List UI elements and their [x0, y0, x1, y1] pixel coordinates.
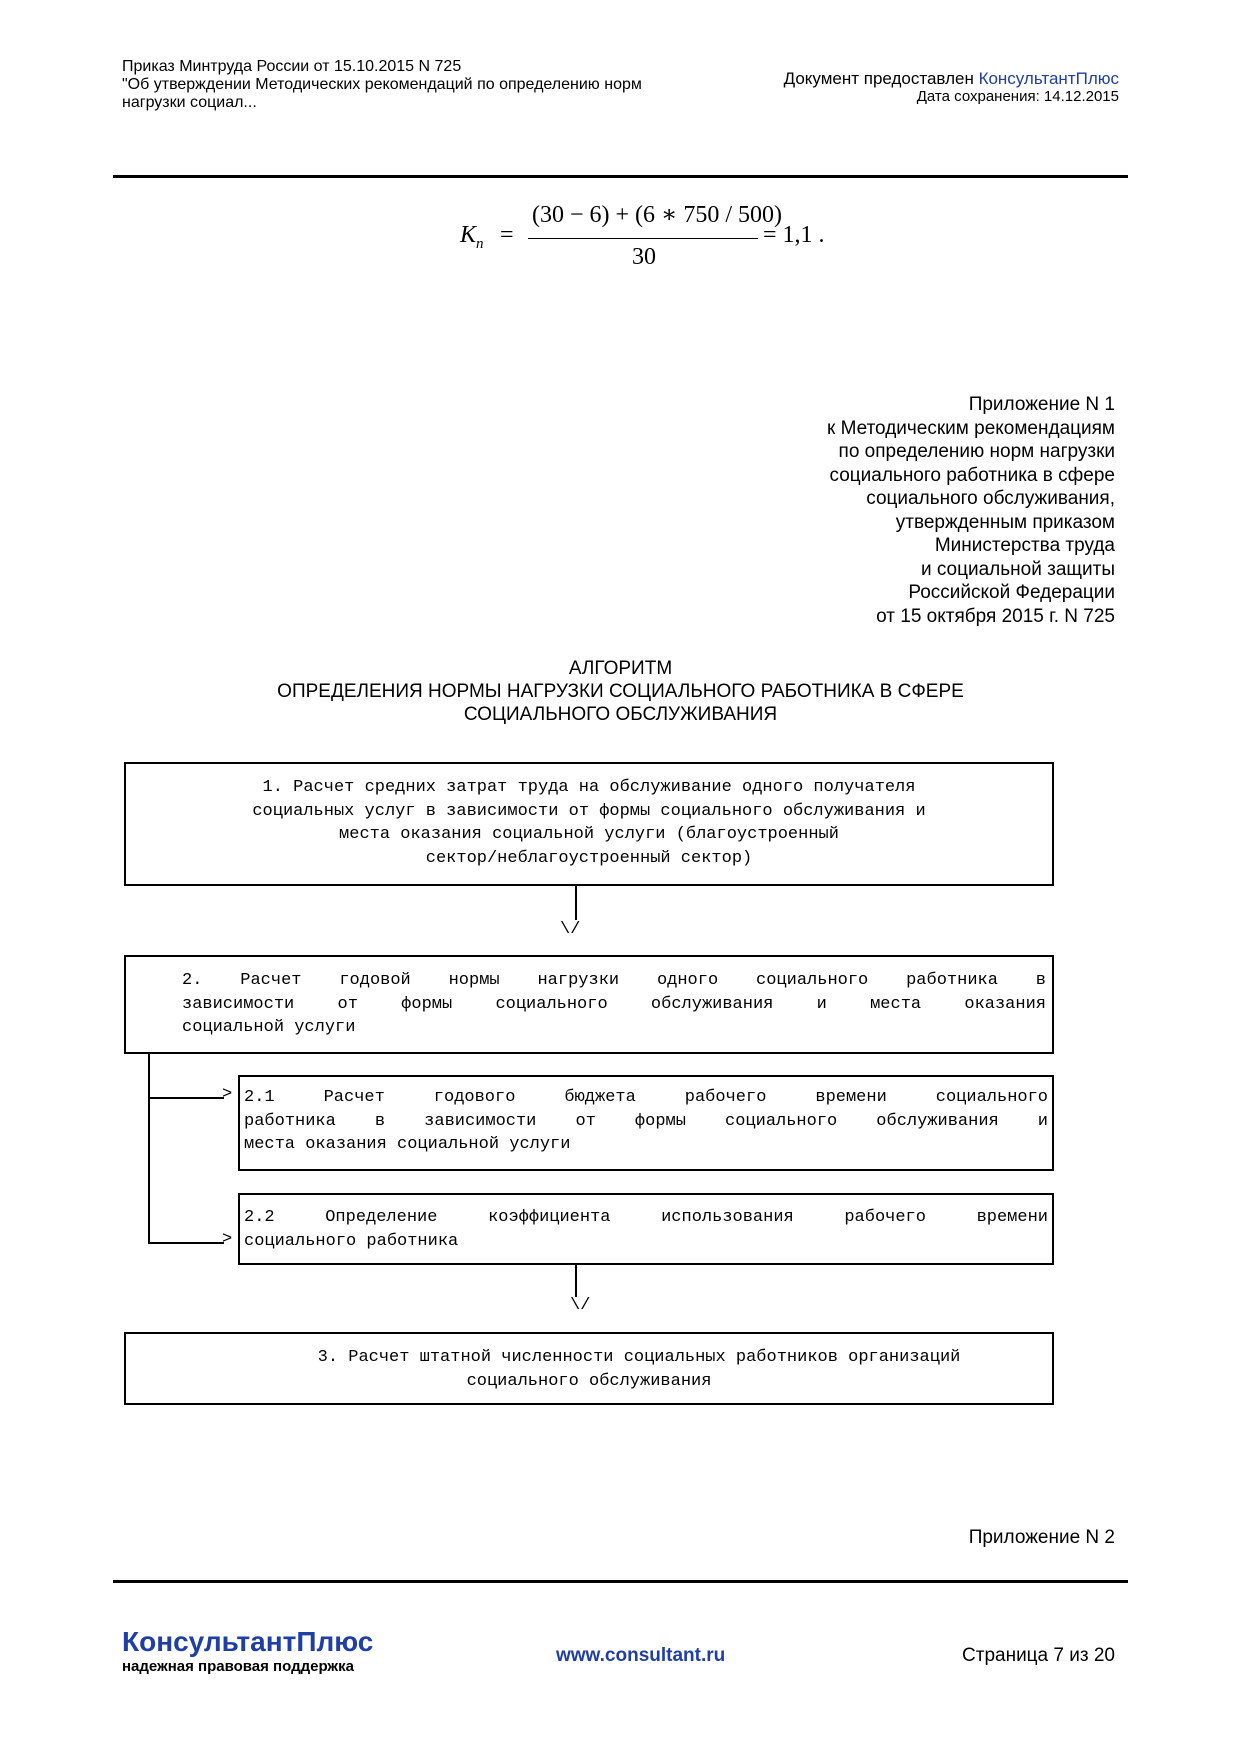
down-arrow: \/ [570, 1296, 591, 1315]
right-arrow: > [222, 1230, 233, 1249]
doc-title-line: Приказ Минтруда России от 15.10.2015 N 725 [122, 58, 462, 75]
doc-title-line: нагрузки социал... [122, 94, 257, 111]
step-2-line: социальной услуги [182, 1018, 356, 1037]
step-2-line: 2. Расчет годовой нормы нагрузки одного социального работника в [182, 971, 1046, 990]
appendix-line: к Методическим рекомендациям [827, 417, 1115, 439]
appendix-line: утвержденным приказом [895, 511, 1115, 533]
step-3-box [124, 1332, 1054, 1405]
title-line: ОПРЕДЕЛЕНИЯ НОРМЫ НАГРУЗКИ СОЦИАЛЬНОГО РАБОТНИКА В СФЕРЕ [277, 681, 964, 702]
step-1-line: места оказания социальной услуги (благоустроенный [339, 825, 839, 844]
algorithm-title [0, 657, 1241, 726]
consultant-logo [122, 1627, 373, 1677]
appendix-line: Российской Федерации [908, 582, 1115, 603]
formula-equals: = [500, 222, 514, 248]
step-2-1-line: работника в зависимости от формы социального обслуживания и [244, 1111, 1048, 1131]
fraction-bar [528, 238, 758, 239]
website-link[interactable]: www.consultant.ru [556, 1645, 726, 1666]
connector-line [575, 1265, 577, 1297]
step-3-line: социального обслуживания [466, 1371, 712, 1391]
appendix-line: и социальной защиты [920, 558, 1115, 580]
branch-arm-1 [148, 1097, 224, 1099]
branch-arm-2 [148, 1242, 224, 1244]
appendix-line: социального обслуживания, [866, 488, 1115, 509]
appendix-line: социального работника в сфере [829, 464, 1115, 486]
step-2-1-box [238, 1075, 1054, 1171]
appendix-line: от 15 октября 2015 г. N 725 [876, 605, 1115, 627]
appendix-1-heading [827, 393, 1115, 628]
logo-text: КонсультантПлюс [122, 1626, 374, 1657]
formula-numerator: (30 − 6) + (6 ∗ 750 / 500) [532, 202, 783, 228]
right-arrow: > [222, 1085, 233, 1104]
step-1-line: сектор/неблагоустроенный сектор) [425, 848, 753, 868]
step-1-box [124, 762, 1054, 886]
logo-tagline: надежная правовая поддержка [122, 1658, 354, 1675]
page-number: Страница 7 из 20 [962, 1645, 1115, 1666]
step-2-2-line: 2.2 Определение коэффициента использования рабочего времени [244, 1208, 1048, 1227]
title-line: СОЦИАЛЬНОГО ОБСЛУЖИВАНИЯ [463, 704, 778, 725]
step-2-1-line: 2.1 Расчет годового бюджета рабочего времени социального [244, 1088, 1048, 1107]
title-line: АЛГОРИТМ [568, 658, 673, 679]
footer-divider [113, 1580, 1128, 1583]
step-2-2-box [238, 1193, 1054, 1265]
brand-link[interactable]: КонсультантПлюс [978, 69, 1119, 88]
appendix-line: по определению норм нагрузки [838, 441, 1115, 462]
appendix-line: Приложение N 1 [968, 394, 1115, 415]
formula-k: $K_n$ [460, 222, 484, 252]
step-2-line: зависимости от формы социального обслуживания и места оказания [182, 994, 1046, 1014]
document-title [122, 58, 722, 112]
appendix-line: Министерства труда [934, 535, 1115, 556]
doc-title-line: "Об утверждении Методических рекомендаций по определению норм [122, 76, 642, 93]
step-1-line: социальных услуг в зависимости от формы социального обслуживания и [252, 801, 926, 821]
down-arrow: \/ [560, 920, 581, 939]
connector-line [575, 886, 577, 920]
step-2-box [124, 955, 1054, 1054]
provider-info [784, 70, 1119, 106]
appendix-2-heading: Приложение N 2 [968, 1527, 1115, 1548]
step-3-line: 3. Расчет штатной численности социальных работников организаций [317, 1348, 961, 1367]
formula-result: = 1,1 . [763, 222, 825, 248]
formula-denominator: 30 [632, 244, 656, 270]
save-date: Дата сохранения: 14.12.2015 [916, 88, 1119, 105]
formula [460, 200, 860, 280]
header-divider [113, 175, 1128, 178]
step-2-2-line: социального работника [244, 1231, 459, 1251]
step-1-line: 1. Расчет средних затрат труда на обслуживание одного получателя [262, 778, 916, 797]
branch-line [148, 1054, 150, 1244]
step-2-1-line: места оказания социальной услуги [244, 1135, 571, 1154]
provided-by-label: Документ предоставлен [783, 69, 979, 88]
